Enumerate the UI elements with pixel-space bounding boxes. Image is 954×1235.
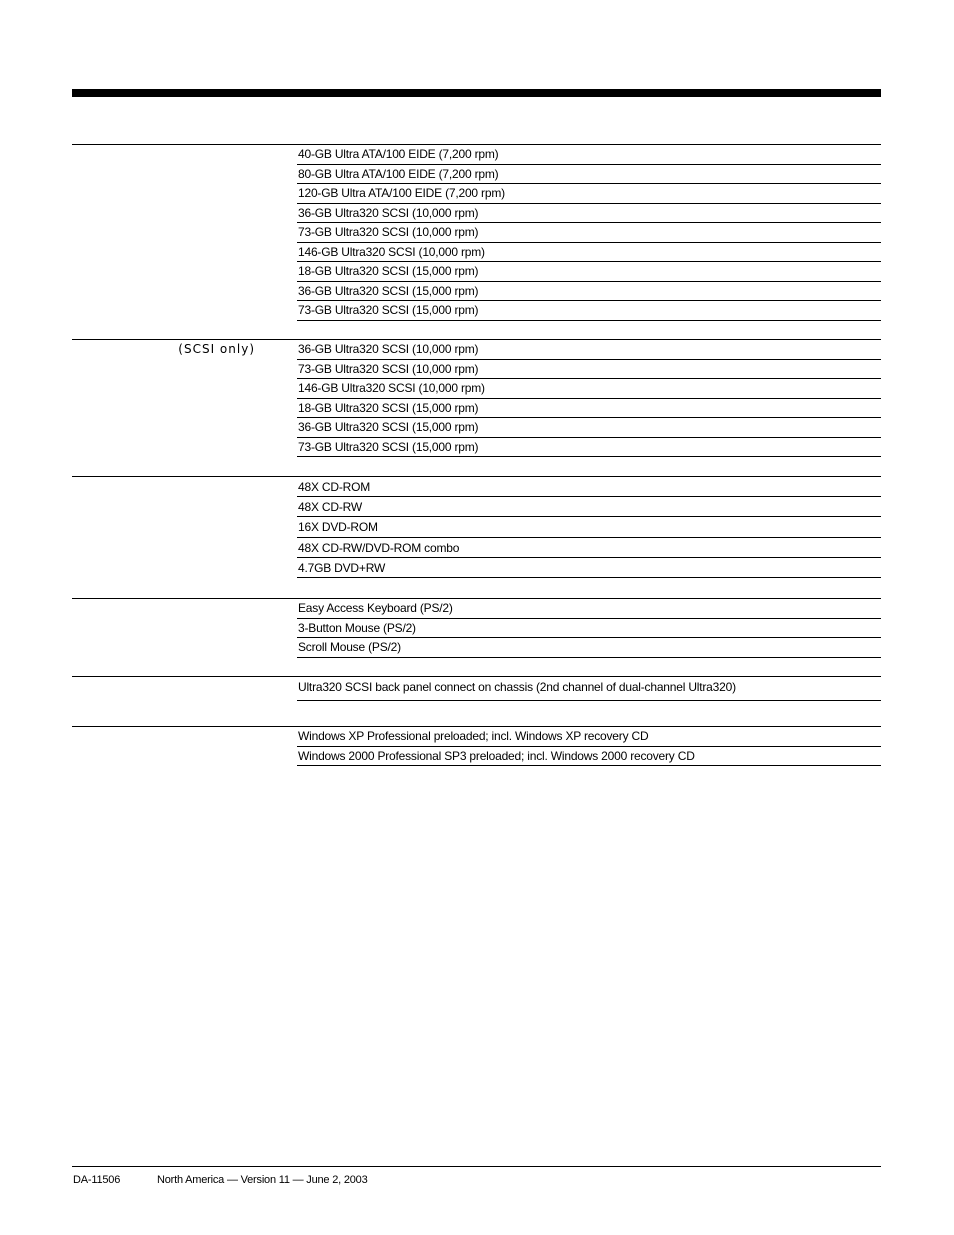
list-item: 36-GB Ultra320 SCSI (10,000 rpm) [297,340,881,360]
section-scsi-connector [72,676,881,694]
footer-edition: North America — Version 11 — June 2, 2003 [157,1174,368,1186]
list-item: 16X DVD-ROM [297,517,881,537]
list-item: 146-GB Ultra320 SCSI (10,000 rpm) [297,243,881,263]
list-item: Ultra320 SCSI back panel connect on chassis (2nd channel of dual-channel Ultra320) [297,677,881,701]
option-list [297,599,881,658]
list-item: 73-GB Ultra320 SCSI (15,000 rpm) [297,301,881,321]
list-item: 18-GB Ultra320 SCSI (15,000 rpm) [297,399,881,419]
footer-rule [72,1166,881,1167]
list-item: 36-GB Ultra320 SCSI (15,000 rpm) [297,418,881,438]
list-item: Easy Access Keyboard (PS/2) [297,599,881,619]
option-list [297,727,881,766]
list-item: 73-GB Ultra320 SCSI (10,000 rpm) [297,223,881,243]
list-item: 73-GB Ultra320 SCSI (15,000 rpm) [297,438,881,458]
list-item: 73-GB Ultra320 SCSI (10,000 rpm) [297,360,881,380]
list-item: 120-GB Ultra ATA/100 EIDE (7,200 rpm) [297,184,881,204]
option-list [297,145,881,321]
list-item: 36-GB Ultra320 SCSI (15,000 rpm) [297,282,881,302]
list-item: 40-GB Ultra ATA/100 EIDE (7,200 rpm) [297,145,881,165]
list-item: 4.7GB DVD+RW [297,558,881,578]
list-item: Windows 2000 Professional SP3 preloaded; incl. Windows 2000 recovery CD [297,747,881,767]
option-list [297,477,881,578]
section-second-drive [72,339,881,454]
list-item: Windows XP Professional preloaded; incl. Windows XP recovery CD [297,727,881,747]
section-input-devices [72,598,881,654]
list-item: 36-GB Ultra320 SCSI (10,000 rpm) [297,204,881,224]
list-item: 3-Button Mouse (PS/2) [297,619,881,639]
header-rule [72,89,881,97]
section-operating-system [72,726,881,763]
section-optical-drives [72,476,881,575]
list-item: Scroll Mouse (PS/2) [297,638,881,658]
footer-document-id: DA-11506 [73,1174,121,1186]
option-list [297,340,881,457]
section-hard-drives [72,144,881,317]
list-item: 48X CD-RW/DVD-ROM combo [297,538,881,558]
list-item: 48X CD-RW [297,497,881,517]
list-item: 18-GB Ultra320 SCSI (15,000 rpm) [297,262,881,282]
section-label: (SCSI only) [178,342,255,356]
option-list [297,677,881,701]
list-item: 48X CD-ROM [297,477,881,497]
list-item: 80-GB Ultra ATA/100 EIDE (7,200 rpm) [297,165,881,185]
list-item: 146-GB Ultra320 SCSI (10,000 rpm) [297,379,881,399]
